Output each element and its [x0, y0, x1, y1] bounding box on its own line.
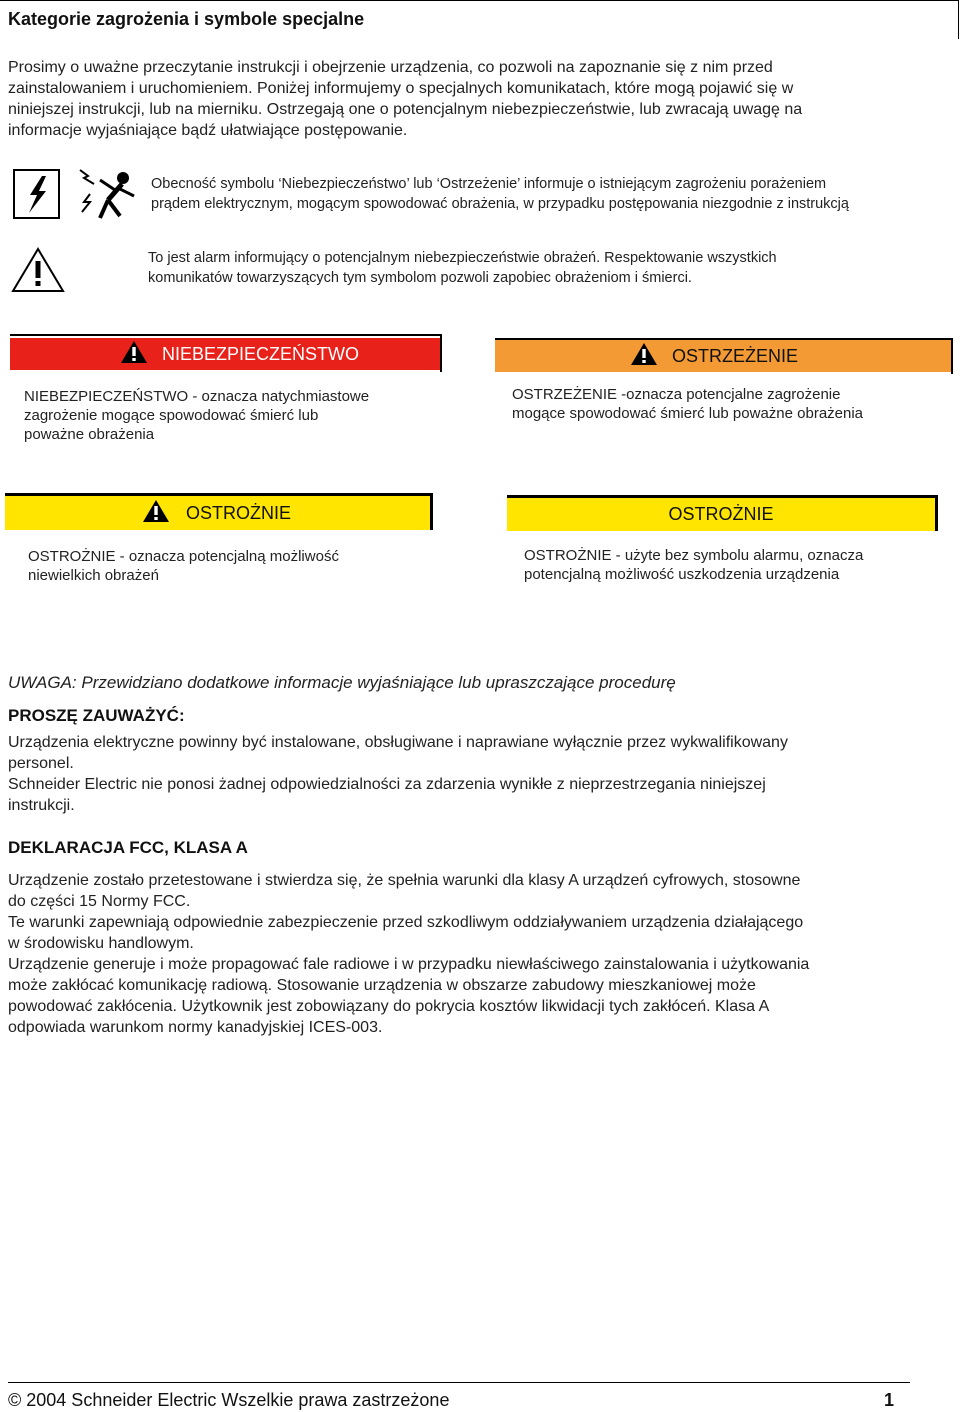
text-line: zagrożenie mogące spowodować śmierć lub: [24, 407, 319, 424]
warning-description: [512, 385, 932, 423]
page-title: Kategorie zagrożenia i symbole specjalne: [8, 9, 365, 29]
intro-line: niniejszej instrukcji, lub na mierniku. Ostrzegają one o potencjalnym niebezpieczeństwie, lub zwracają uwagę na: [8, 101, 803, 118]
banner-top-rule: [10, 334, 442, 336]
banner-side-rule: [951, 338, 953, 374]
banner-side-rule: [430, 493, 433, 530]
text-line: mogące spowodować śmierć lub poważne obrażenia: [512, 405, 864, 422]
footer-copyright: © 2004 Schneider Electric Wszelkie prawa zastrzeżone: [8, 1390, 450, 1410]
text-line: prądem elektrycznym, mogącym spowodować obrażenia, w przypadku postępowania niezgodnie z instrukcją: [151, 196, 849, 212]
banner-side-rule: [935, 495, 938, 531]
danger-banner: [10, 338, 440, 370]
text-line: komunikatów towarzyszących tym symbolom pozwoli zapobiec obrażeniom i śmierci.: [148, 270, 692, 286]
text-line: Obecność symbolu ‘Niebezpieczeństwo’ lub ‘Ostrzeżenie’ informuje o istniejącym zagrożeniu porażeniem: [151, 176, 827, 192]
page-number: 1: [884, 1390, 895, 1410]
warning-triangle-icon: [495, 342, 658, 371]
text-line: Schneider Electric nie ponosi żadnej odpowiedzialności za zdarzenia wynikłe z nieprzestrzegania niniejszej: [8, 776, 766, 793]
banner-label: OSTROŻNIE: [170, 496, 430, 530]
text-line: poważne obrażenia: [24, 426, 155, 443]
text-line: instrukcji.: [8, 797, 75, 814]
notice-heading: PROSZĘ ZAUWAŻYĆ:: [8, 706, 185, 725]
warning-triangle-icon: [10, 340, 148, 369]
warning-banner: [495, 340, 951, 372]
electrocution-icon: [78, 166, 140, 222]
footer-divider: [8, 1382, 910, 1383]
danger-description: [24, 387, 434, 444]
text-line: odpowiada warunkom normy kanadyjskiej ICES-003.: [8, 1019, 383, 1036]
fcc-heading: DEKLARACJA FCC, KLASA A: [8, 838, 248, 857]
text-line: Urządzenie zostało przetestowane i stwierdza się, że spełnia warunki dla klasy A urządzeń cyfrowych, stosowne: [8, 872, 801, 889]
text-line: OSTRZEŻENIE -oznacza potencjalne zagrożenie: [512, 386, 841, 403]
intro-line: zainstalowaniem i uruchomieniem. Poniżej informujemy o specjalnych komunikatach, które mogą pojawić się w: [8, 80, 794, 97]
text-line: może zakłócać komunikację radiową. Stosowanie urządzenia w obszarze zabudowy mieszkaniowej może: [8, 977, 756, 994]
text-line: Urządzenie generuje i może propagować fale radiowe i w przypadku niewłaściwego zainstalowania i użytkowania: [8, 956, 810, 973]
text-line: OSTROŻNIE - użyte bez symbolu alarmu, oznacza: [524, 547, 864, 564]
banner-side-rule: [440, 334, 442, 372]
electric-hazard-icon: [12, 168, 62, 220]
text-line: do części 15 Normy FCC.: [8, 893, 191, 910]
fcc-paragraph: [8, 870, 943, 1038]
notice-paragraph: [8, 732, 938, 816]
text-line: w środowisku handlowym.: [8, 935, 194, 952]
note-uwaga: UWAGA: Przewidziano dodatkowe informacje wyjaśniające lub upraszczające procedurę: [8, 673, 676, 692]
text-line: potencjalną możliwość uszkodzenia urządzenia: [524, 566, 840, 583]
text-line: powodować zakłócenia. Użytkownik jest zobowiązany do pokrycia kosztów likwidacji tych zakłóceń. Klasa A: [8, 998, 770, 1015]
caution-banner: [5, 496, 430, 530]
banner-label: NIEBEZPIECZEŃSTWO: [162, 343, 360, 364]
caution-symbol-description: [28, 547, 428, 585]
banner-label: OSTROŻNIE: [668, 504, 774, 524]
caution-plain-banner: [507, 498, 935, 531]
text-line: OSTROŻNIE - oznacza potencjalną możliwość: [28, 548, 339, 565]
intro-paragraph: [8, 57, 938, 141]
caution-plain-description: [524, 546, 934, 584]
alert-triangle-icon: [10, 246, 66, 294]
warning-triangle-icon: [142, 499, 170, 528]
text-line: Te warunki zapewniają odpowiednie zabezpieczenie przed szkodliwym oddziaływaniem urządzenia działającego: [8, 914, 804, 931]
banner-label: OSTRZEŻENIE: [672, 345, 799, 366]
alert-symbol-description: [148, 248, 938, 288]
electric-symbol-description: [151, 174, 951, 214]
caution-symbol-area: [5, 496, 170, 530]
text-line: NIEBEZPIECZEŃSTWO - oznacza natychmiastowe: [24, 388, 370, 405]
intro-line: informacje wyjaśniające bądź ułatwiające postępowanie.: [8, 122, 408, 139]
text-line: Urządzenia elektryczne powinny być instalowane, obsługiwane i naprawiane wyłącznie przez wykwalifikowany: [8, 734, 788, 751]
text-line: personel.: [8, 755, 74, 772]
text-line: To jest alarm informujący o potencjalnym niebezpieczeństwie obrażeń. Respektowanie wszystkich: [148, 250, 777, 266]
text-line: niewielkich obrażeń: [28, 567, 159, 584]
intro-line: Prosimy o uważne przeczytanie instrukcji i obejrzenie urządzenia, co pozwoli na zapoznanie się z nim przed: [8, 59, 773, 76]
